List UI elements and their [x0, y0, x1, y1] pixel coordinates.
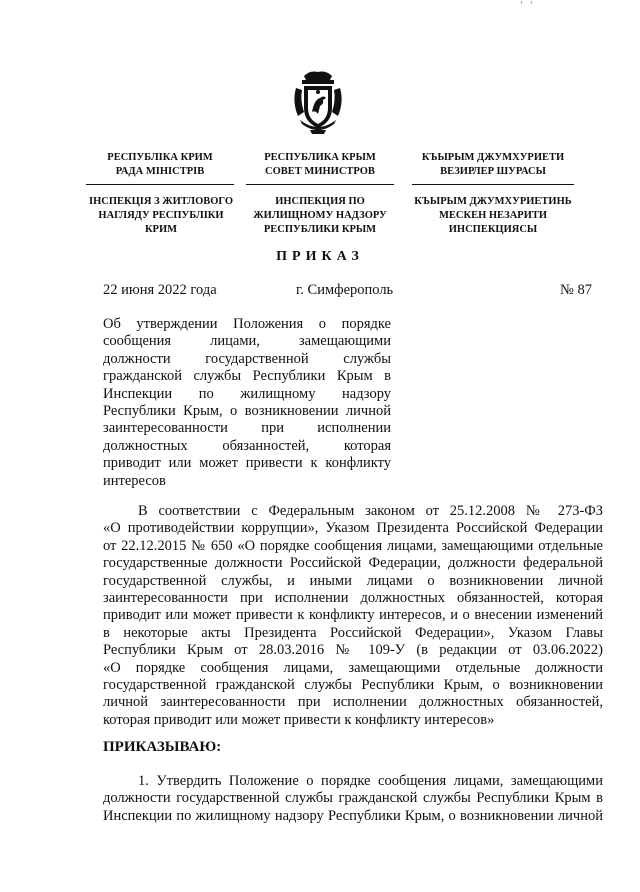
document-date: 22 июня 2022 года — [103, 282, 217, 298]
item1-line: 1. Утвердить Положение о порядке сообщения лицами, замещающими — [138, 773, 603, 789]
subject-line: должностных обязанностей, которая — [103, 437, 391, 454]
agency-center-line: ЖИЛИЩНОМУ НАДЗОРУ — [253, 210, 387, 221]
subject-line: Инспекции по жилищному надзору — [103, 385, 391, 402]
agency-left — [80, 195, 242, 237]
document-city: г. Симферополь — [296, 282, 394, 298]
preamble-line: в некоторые акты Президента Российской Федерации», Указом Главы — [103, 624, 603, 641]
header-right — [410, 151, 576, 179]
preamble-line: «О порядке сообщения лицами, замещающими отдельные должности — [103, 659, 603, 676]
preamble-line: приводит или может привести к конфликту интересов, и о внесении изменений — [103, 607, 603, 624]
subject-line: Об утверждении Положения о порядке — [103, 316, 391, 332]
agency-left-line: ІНСПЕКЦІЯ З ЖИТЛОВОГО — [88, 196, 234, 207]
divider-left — [86, 184, 234, 185]
item1-line: должности государственной службы гражданской службы Республики Крым в — [103, 790, 603, 807]
preamble-line: государственной службы, и иными лицами о возникновении личной — [103, 572, 603, 589]
divider-center — [246, 184, 394, 185]
divider-right — [412, 184, 574, 185]
header-center-line2: СОВЕТ МИНИСТРОВ — [265, 166, 375, 177]
header-left-line1: РЕСПУБЛІКА КРИМ — [107, 152, 213, 163]
subject-line: сообщения лицами, замещающими — [103, 333, 391, 350]
preamble-line: государственной гражданской службы Республики Крым, о возникновении — [103, 677, 603, 694]
agency-right-line: ИНСПЕКЦИЯСЫ — [448, 224, 538, 235]
subject-line: приводит или может привести к конфликту — [103, 455, 391, 472]
agency-center-line: РЕСПУБЛИКИ КРЫМ — [263, 224, 377, 235]
header-left — [90, 151, 230, 179]
header-left-line2: РАДА МІНІСТРІВ — [115, 166, 205, 177]
preamble-line: от 22.12.2015 № 650 «О порядке сообщения лицами, замещающими отдельные — [103, 537, 603, 554]
subject-line: интересов — [103, 472, 166, 489]
agency-right-line: МЕСКЕН НЕЗАРИТИ — [438, 210, 548, 221]
preamble-line: «О противодействии коррупции», Указом Президента Российской Федерации — [103, 520, 603, 537]
subject-line: должности государственной службы — [103, 350, 391, 367]
document-number: № 87 — [560, 282, 592, 298]
preamble-paragraph — [103, 503, 603, 729]
preamble-line: заинтересованности при исполнении должностных обязанностей, которая — [103, 590, 603, 607]
header-right-line1: КЪЫРЫМ ДЖУМХУРИЕТИ — [421, 152, 565, 163]
preamble-line: В соответствии с Федеральным законом от 25.12.2008 № 273-ФЗ — [138, 503, 603, 519]
agency-right — [406, 195, 580, 237]
order-subject — [103, 316, 391, 490]
preamble-line: которая приводит или может привести к конфликту интересов» — [103, 711, 495, 728]
document-type-title: ПРИКАЗ — [276, 249, 364, 264]
agency-left-line: НАГЛЯДУ РЕСПУБЛІКИ — [98, 210, 224, 221]
preamble-line: Республики Крым от 28.03.2016 № 109-У (в редакции от 03.06.2022) — [103, 642, 603, 659]
corner-mark: ‘ ‘ — [520, 0, 536, 11]
header-right-line2: ВЕЗИРЛЕР ШУРАСЫ — [440, 166, 546, 177]
agency-right-line: КЪЫРЫМ ДЖУМХУРИЕТИНЬ — [414, 196, 572, 207]
order-item-1 — [103, 773, 603, 825]
agency-center-line: ИНСПЕКЦИЯ ПО — [275, 196, 365, 207]
agency-center — [246, 195, 394, 237]
coat-of-arms-emblem — [290, 68, 346, 138]
subject-line: заинтересованности при исполнении — [103, 420, 391, 437]
agency-left-line: КРИМ — [144, 224, 178, 235]
preamble-line: личной заинтересованности при исполнении должностных обязанностей, — [103, 694, 603, 711]
header-center — [246, 151, 394, 179]
item1-line: Инспекции по жилищному надзору Республики Крым, о возникновении личной — [103, 807, 603, 824]
preamble-line: государственные должности Российской Федерации, должности федеральной — [103, 555, 603, 572]
header-center-line1: РЕСПУБЛИКА КРЫМ — [264, 152, 376, 163]
order-directive-heading: ПРИКАЗЫВАЮ: — [103, 739, 222, 755]
subject-line: Республики Крым, о возникновении личной — [103, 403, 391, 420]
subject-line: гражданской службы Республики Крым в — [103, 368, 391, 385]
